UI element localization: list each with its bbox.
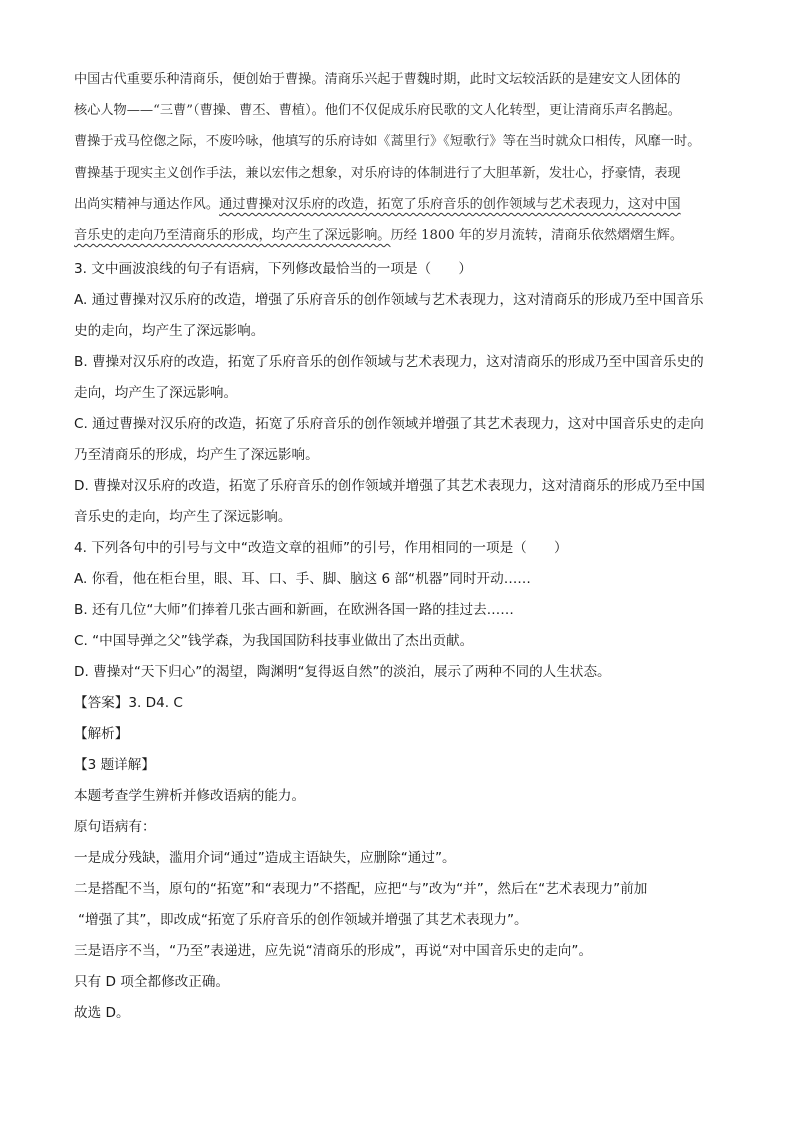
q4-option-a: A. 你看，他在柜台里，眼、耳、口、手、脚、脑这 6 部“机器”同时开动……: [74, 571, 531, 587]
q3-option-d: D. 曹操对汉乐府的改造，拓宽了乐府音乐的创作领域并增强了其艺术表现力，这对清商乐的形成乃至中国: [74, 478, 705, 494]
explanation-line: 二是搭配不当，原句的“拓宽”和“表现力”不搭配，应把“与”改为“并”，然后在“艺术表现力”前加: [74, 881, 648, 897]
passage-line: [74, 189, 734, 220]
explanation-line: 一是成分残缺，滥用介词“通过”造成主语缺失，应删除“通过”。: [74, 850, 456, 866]
passage-line: 曹操基于现实主义创作手法，兼以宏伟之想象，对乐府诗的体制进行了大胆革新，发壮心，抒豪情，表现: [74, 165, 681, 181]
answer-line: 【答案】3. D4. C: [74, 695, 183, 711]
q4-option-b: B. 还有几位“大师”们捧着几张古画和新画，在欧洲各国一路的挂过去……: [74, 602, 514, 618]
passage-text: 历经 1800 年的岁月流转，清商乐依然熠熠生辉。: [390, 227, 684, 243]
analysis-label: 【解析】: [74, 726, 129, 742]
explanation-line: 只有 D 项全都修改正确。: [74, 974, 230, 990]
question-4-stem: 4. 下列各句中的引号与文中“改造文章的祖师”的引号，作用相同的一项是（ ）: [74, 540, 568, 556]
q3-option-a: A. 通过曹操对汉乐府的改造，增强了乐府音乐的创作领域与艺术表现力，这对清商乐的形成乃至中国音乐: [74, 292, 704, 308]
q3-option-b-cont: 走向，均产生了深远影响。: [74, 385, 238, 401]
q4-option-c: C. “中国导弹之父”钱学森，为我国国防科技事业做出了杰出贡献。: [74, 633, 474, 649]
explanation-line: “增强了其”，即改成“拓宽了乐府音乐的创作领域并增强了其艺术表现力”。: [78, 912, 528, 928]
q4-option-d: D. 曹操对“天下归心”的渴望，陶渊明“复得返自然”的淡泊，展示了两种不同的人生状态。: [74, 664, 611, 680]
question-section: [74, 254, 734, 1029]
explanation-line: 三是语序不当，“乃至”表递进，应先说“清商乐的形成”，再说“对中国音乐史的走向”。: [74, 943, 593, 959]
passage-line: 曹操于戎马倥偬之际，不废吟咏，他填写的乐府诗如《蒿里行》《短歌行》等在当时就众口相传，风靡一时。: [74, 134, 701, 150]
passage-line: [74, 220, 734, 251]
passage-text: 出尚实精神与通达作风。: [74, 196, 220, 212]
q3-option-c: C. 通过曹操对汉乐府的改造，拓宽了乐府音乐的创作领域并增强了其艺术表现力，这对中国音乐史的走向: [74, 416, 704, 432]
explanation-line: 故选 D。: [74, 1005, 130, 1021]
q3-option-c-cont: 乃至清商乐的形成，均产生了深远影响。: [74, 447, 319, 463]
wavy-underlined-sentence: 通过曹操对汉乐府的改造，拓宽了乐府音乐的创作领域与艺术表现力，这对中国: [219, 196, 681, 212]
q3-option-a-cont: 史的走向，均产生了深远影响。: [74, 323, 265, 339]
question-3-stem: 3. 文中画波浪线的句子有语病，下列修改最恰当的一项是（ ）: [74, 261, 472, 277]
explanation-line: 本题考查学生辨析并修改语病的能力。: [74, 788, 306, 804]
wavy-underlined-sentence: 音乐史的走向乃至清商乐的形成，均产生了深远影响。: [74, 227, 391, 243]
explanation-line: 原句语病有：: [74, 819, 156, 835]
passage-line: 中国古代重要乐种清商乐，便创始于曹操。清商乐兴起于曹魏时期，此时文坛较活跃的是建安文人团体的: [74, 72, 681, 87]
q3-option-b: B. 曹操对汉乐府的改造，拓宽了乐府音乐的创作领域与艺术表现力，这对清商乐的形成乃至中国音乐史的: [74, 354, 704, 370]
q3-option-d-cont: 音乐史的走向，均产生了深远影响。: [74, 509, 292, 525]
q3-detail-label: 【3 题详解】: [74, 757, 155, 773]
passage-line: 核心人物——“三曹”（曹操、曹丕、曹植）。他们不仅促成乐府民歌的文人化转型，更让清商乐声名鹊起。: [74, 103, 681, 119]
reading-passage: [74, 64, 734, 251]
